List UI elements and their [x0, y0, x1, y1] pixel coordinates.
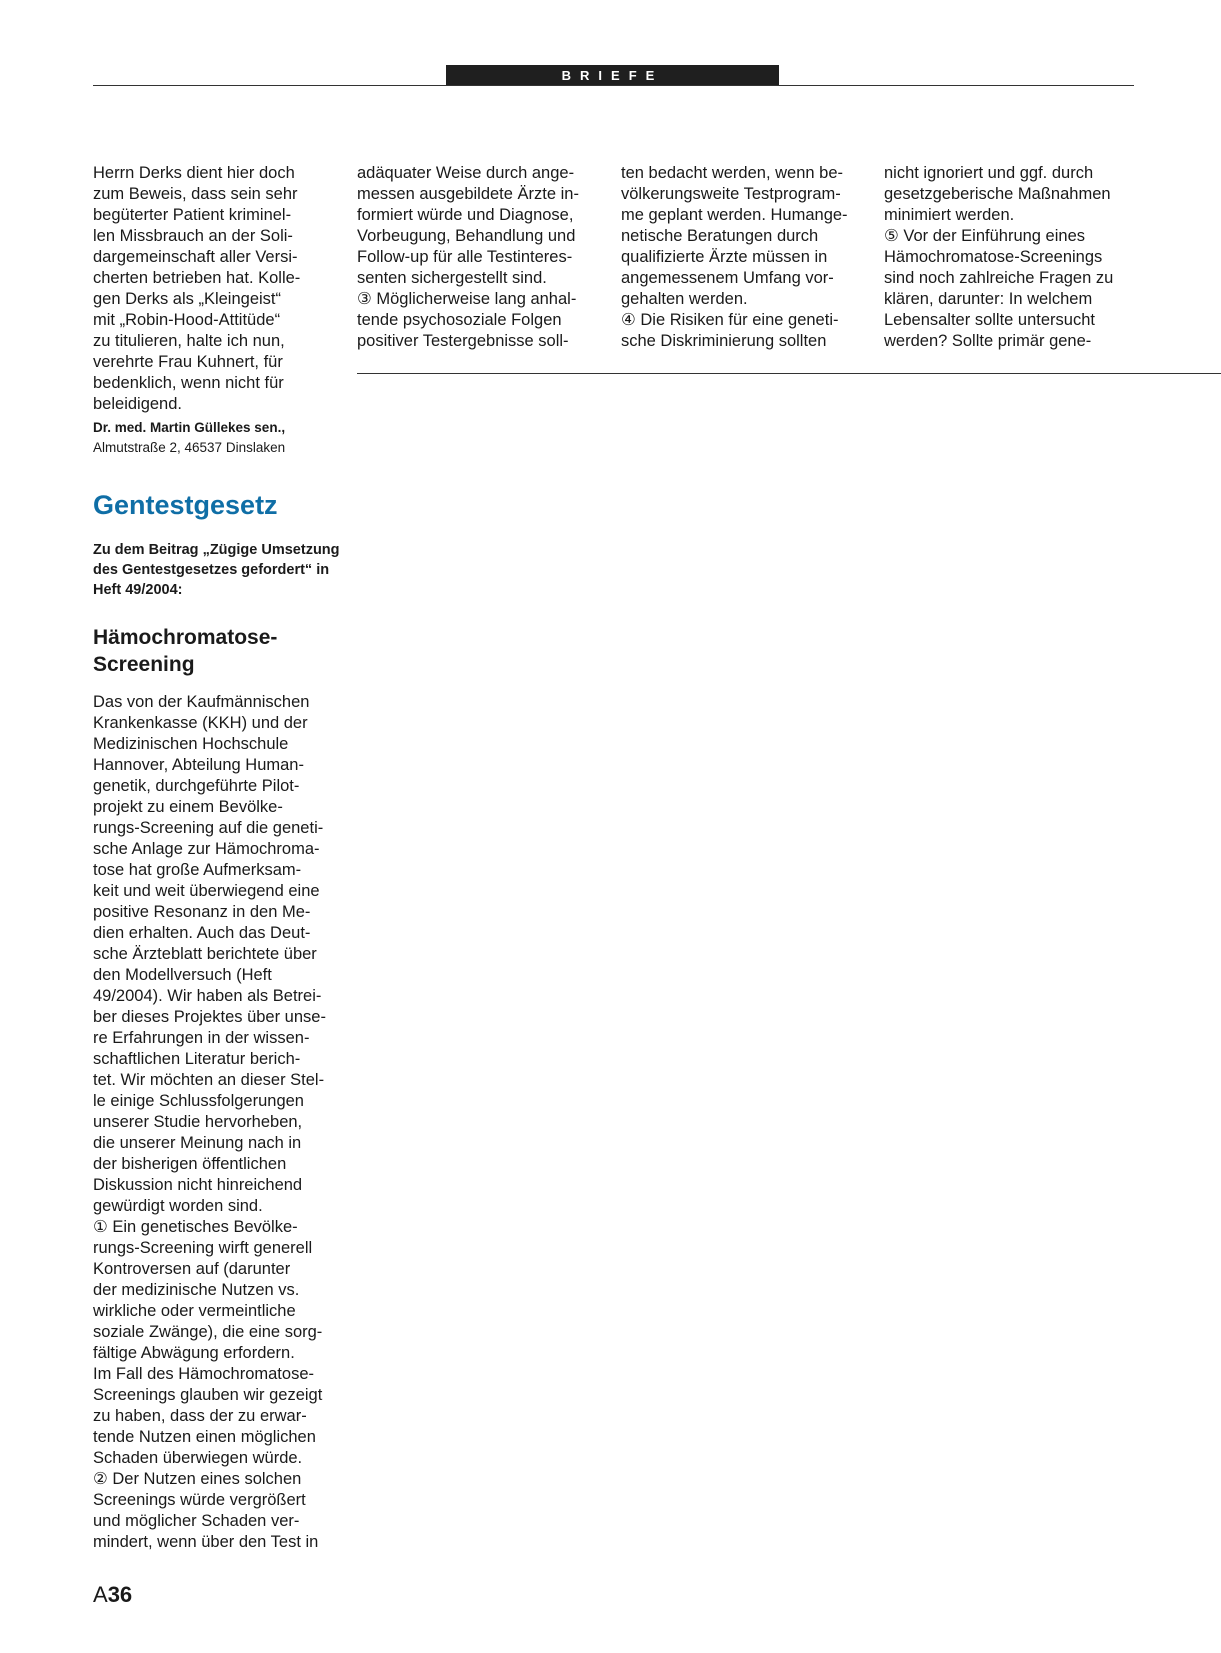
column-end-rule	[357, 373, 1221, 374]
header-rule	[93, 85, 1134, 86]
letter-text-column-4: nicht ignoriert und ggf. durch gesetzgeberische Maßnahmen minimiert werden. ⑤ Vor der Einführung eines Hämochromatose-Screenings sind noch zahlreiche Fragen zu klären, darunter: In welchem Lebensalter sollte untersucht werden? Sollte primär gene-	[884, 164, 1114, 350]
letter-headline: Hämochromatose- Screening	[93, 626, 278, 676]
signature-name: Dr. med. Martin Güllekes sen.,	[93, 420, 286, 435]
article-reference: Zu dem Beitrag „Zügige Umsetzung des Gentestgesetzes gefordert“ in Heft 49/2004:	[93, 542, 340, 598]
page-number-value: 36	[107, 1582, 133, 1607]
page-number	[93, 1582, 132, 1608]
signature-address: Almutstraße 2, 46537 Dinslaken	[93, 440, 286, 455]
letter-text-column-3: ten bedacht werden, wenn be- völkerungsweite Testprogram- me geplant werden. Humange- netische Beratungen durch qualifizierte Ärzte müssen in angemessenem Umfang vor- gehalten werden. ④ Die Risiken für eine geneti- sche Diskriminierung sollten	[621, 164, 848, 350]
rubric-title: Gentestgesetz	[93, 490, 278, 520]
page-prefix: A	[93, 1582, 108, 1607]
letter-text-column-2: adäquater Weise durch ange- messen ausgebildete Ärzte in- formiert würde und Diagnose, Vorbeugung, Behandlung und Follow-up für alle Testinteres- senten sichergestellt sind. ③ Möglicherweise lang anhal- tende psychosoziale Folgen positiver Testergebnisse soll-	[357, 164, 579, 350]
section-header: BRIEFE	[446, 65, 779, 86]
letter-body-text: Das von der Kaufmännischen Krankenkasse (KKH) und der Medizinischen Hochschule Hannover, Abteilung Human- genetik, durchgeführte Pilot- projekt zu einem Bevölke- rungs-Screening auf die geneti- sche Anlage zur Hämochroma- tose hat große Aufmerksam- keit und weit überwiegend eine positive Resonanz in den Me- dien erhalten. Auch das Deut- sche Ärzteblatt berichtete über den Modellversuch (Heft 49/2004). Wir haben als Betrei- ber dieses Projektes über unse- re Erfahrungen in der wissen- schaftlichen Literatur berich- tet. Wir möchten an dieser Stel- le einige Schlussfolgerungen unserer Studie hervorheben, die unserer Meinung nach in der bisherigen öffentlichen Diskussion nicht hinreichend gewürdigt worden sind. ① Ein genetisches Bevölke- rungs-Screening wirft generell Kontroversen auf (darunter der medizinische Nutzen vs. wirkliche oder vermeintliche soziale Zwänge), die eine sorg- fältige Abwägung erfordern. Im Fall des Hämochromatose- Screenings glauben wir gezeigt zu haben, dass der zu erwar- tende Nutzen einen möglichen Schaden überwiegen würde. ② Der Nutzen eines solchen Screenings würde vergrößert und möglicher Schaden ver- mindert, wenn über den Test in	[93, 693, 326, 1551]
letter-text-column-1: Herrn Derks dient hier doch zum Beweis, dass sein sehr begüterter Patient kriminel- len Missbrauch an der Soli- dargemeinschaft aller Versi- cherten betrieben hat. Kolle- gen Derks als „Kleingeist“ mit „Robin-Hood-Attitüde“ zu titulieren, halte ich nun, verehrte Frau Kuhnert, für bedenklich, wenn nicht für beleidigend.	[93, 164, 301, 413]
